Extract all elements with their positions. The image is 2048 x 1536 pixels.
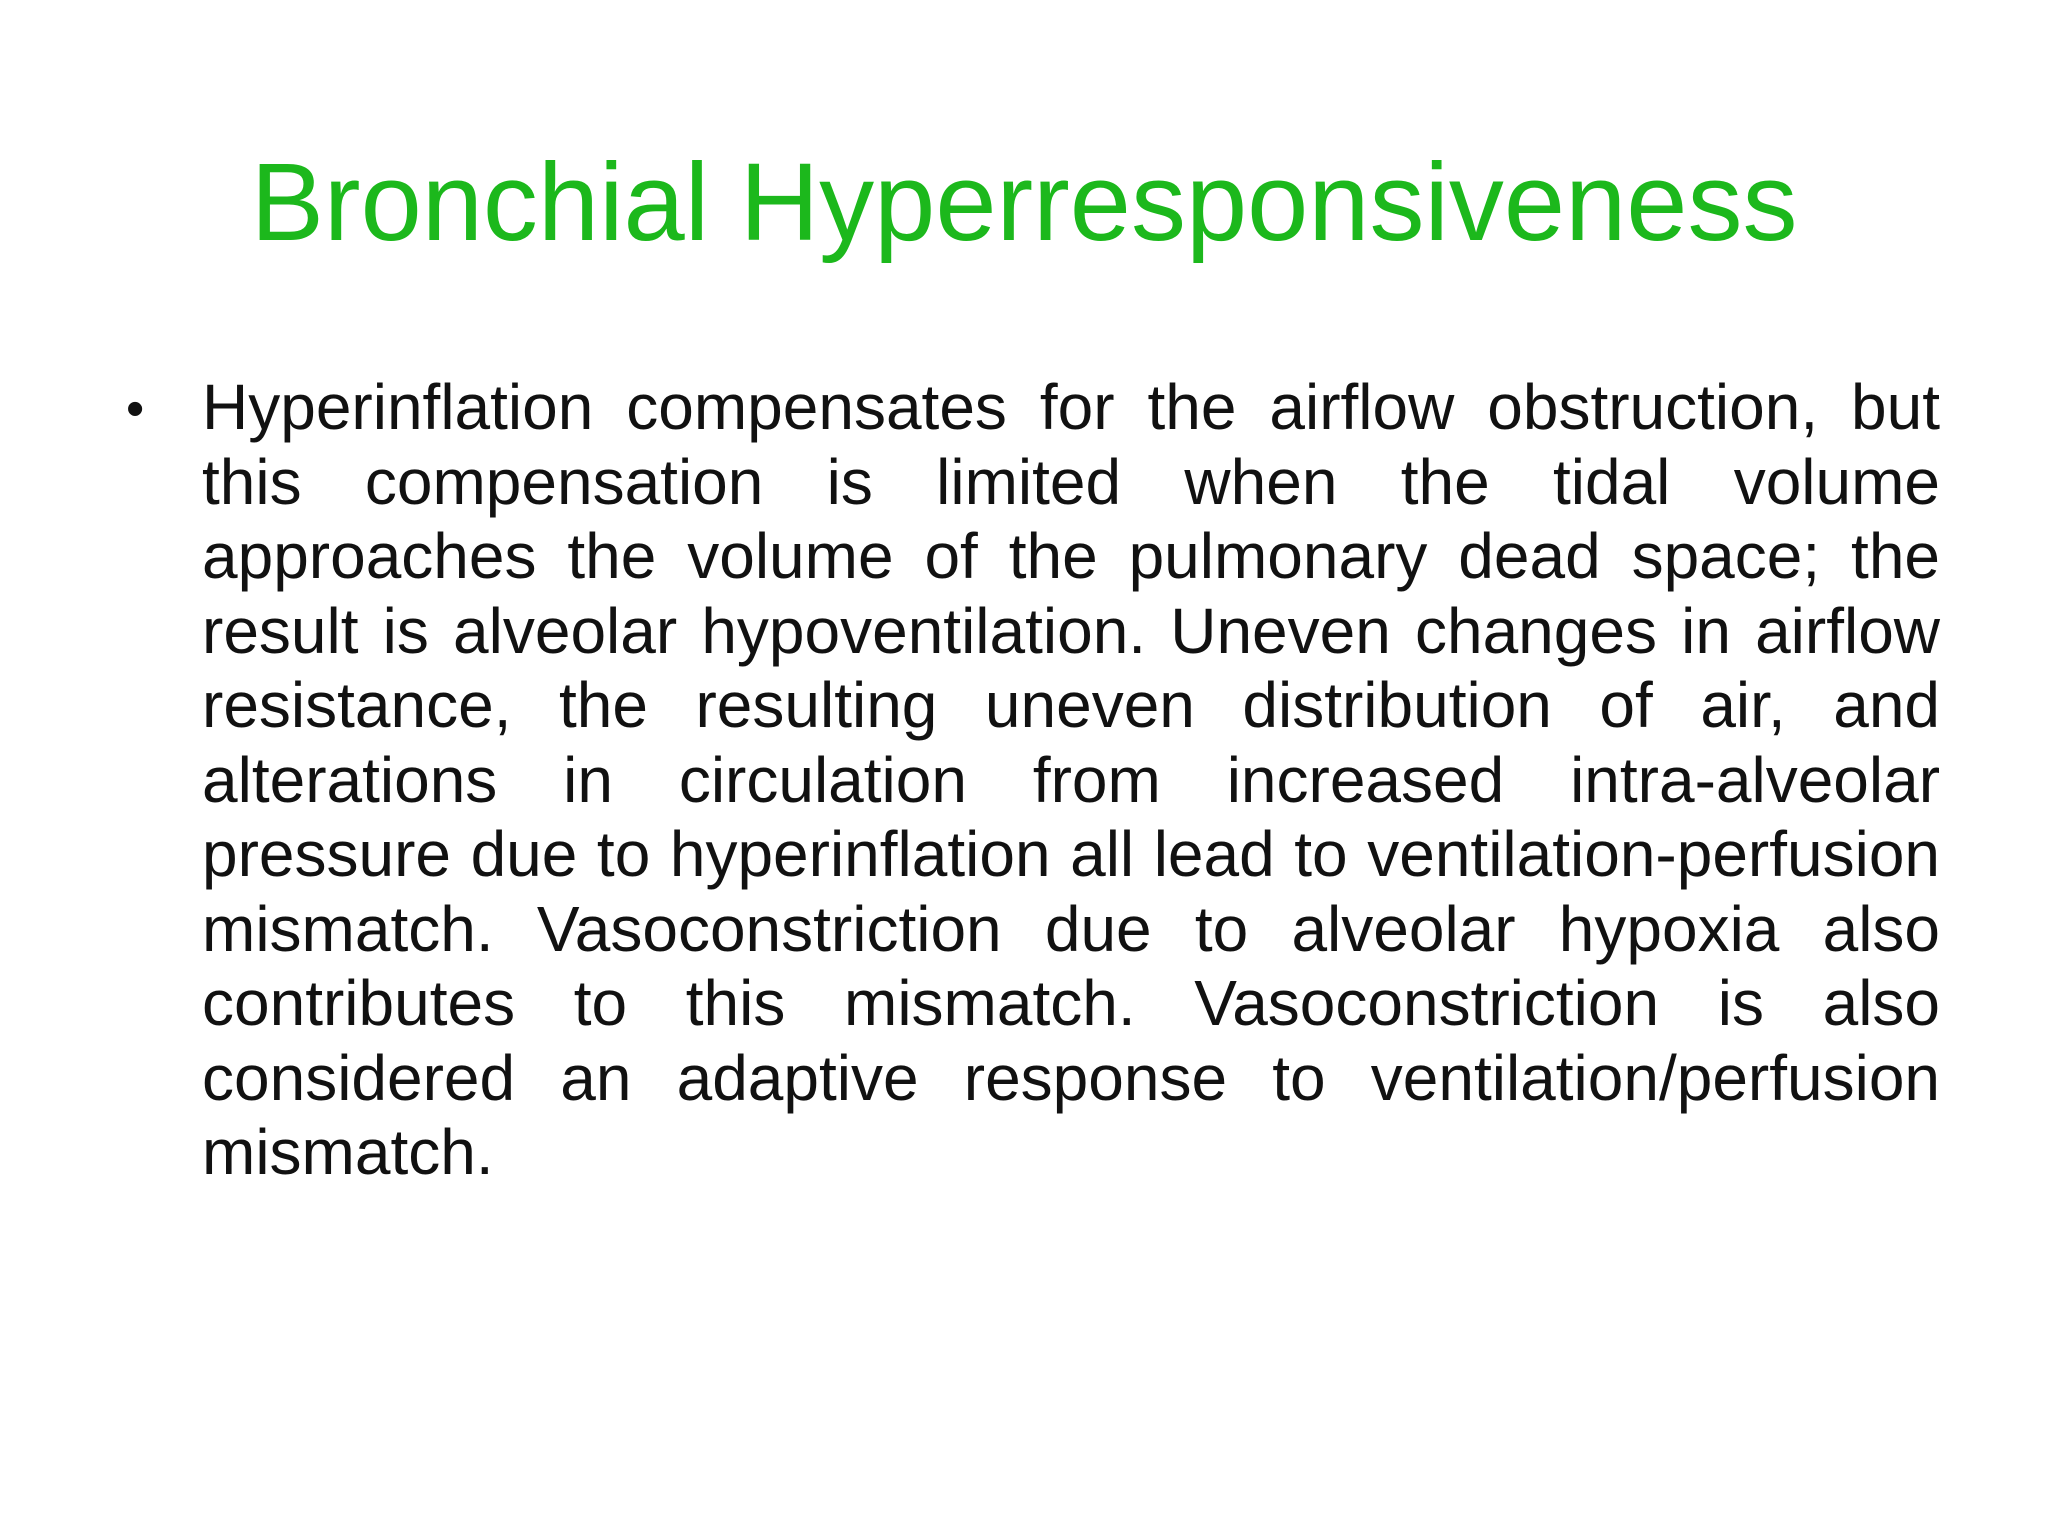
slide-title: Bronchial Hyperresponsiveness (250, 141, 1798, 264)
bullet-icon: • (126, 380, 145, 438)
bullet-text: Hyperinflation compensates for the airflow obstruction, but this compensation is limited when the tidal volume approaches the volume of the pulmonary dead space; the result is alveolar hypoventilation. Uneven changes in airflow resistance, the resulting uneven distribution of air, and alterations in circulation from increased intra-alveolar pressure due to hyperinflation all lead to ventilation-perfusion mismatch. Vasoconstriction due to alveolar hypoxia also contributes to this mismatch. Vasoconstriction is also considered an adaptive response to ventilation/perfusion mismatch. (202, 371, 1940, 1188)
bullet-list (120, 370, 1940, 1190)
bullet-item (120, 370, 1940, 1190)
